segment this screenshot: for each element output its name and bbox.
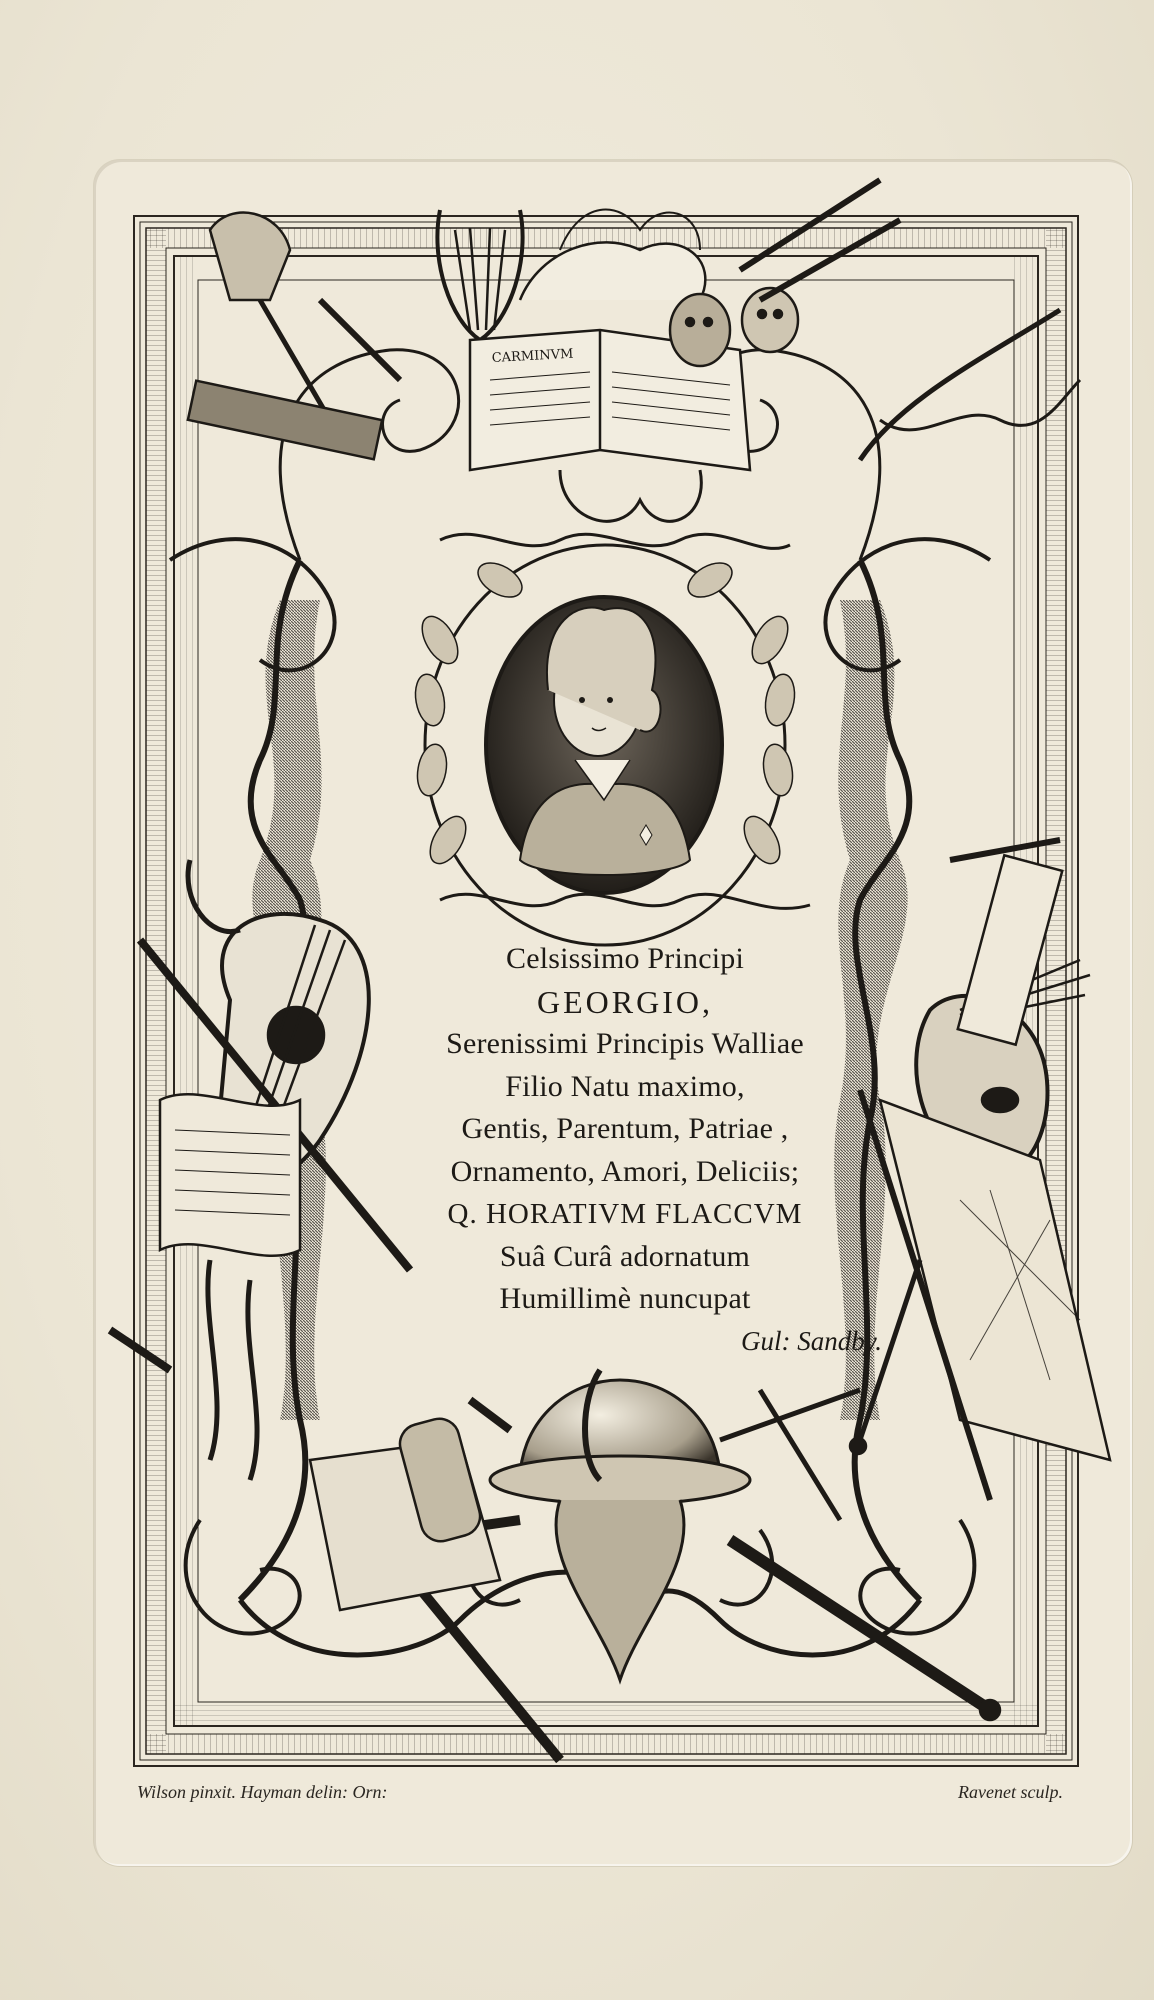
dedication-line-7: Q. HORATIVM FLACCVM (447, 1198, 803, 1230)
credit-right: Ravenet sculp. (958, 1782, 1063, 1802)
portrait-oval (486, 597, 722, 893)
dedication-line-4: Filio Natu maximo, (505, 1069, 745, 1103)
dedication-line-9: Humillimè nuncupat (499, 1282, 751, 1315)
dedication-text-block (360, 938, 890, 1361)
dedication-line-5: Gentis, Parentum, Patriae , (461, 1112, 789, 1145)
dedication-line-3: Serenissimi Principis Walliae (446, 1027, 804, 1060)
book-inscription: CARMINVM (491, 346, 574, 366)
dedication-signature: Gul: Sandby. (741, 1325, 882, 1356)
dedication-line-6: Ornamento, Amori, Deliciis; (450, 1154, 800, 1188)
dedication-line-1: Celsissimo Principi (506, 942, 744, 975)
dedication-line-8: Suâ Curâ adornatum (499, 1239, 751, 1273)
dedication-line-2: GEORGIO, (537, 983, 713, 1020)
credit-left: Wilson pinxit. Hayman delin: Orn: (137, 1782, 388, 1802)
